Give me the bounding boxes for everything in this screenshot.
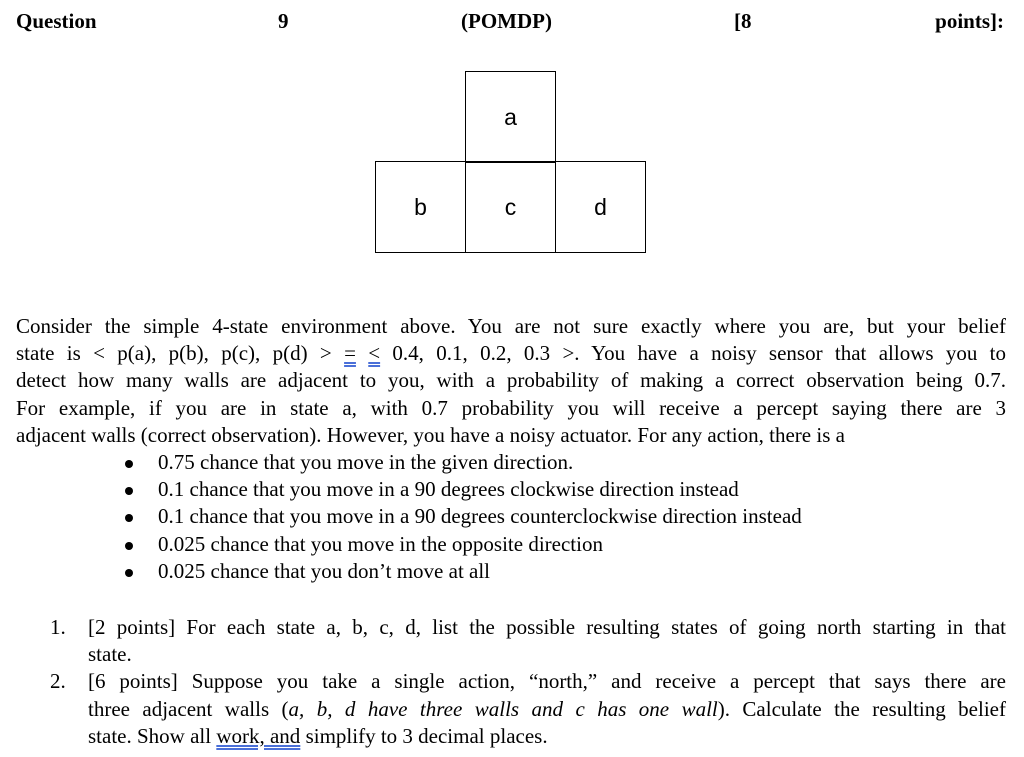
header-points-open: [8 [734, 9, 752, 33]
grid-label-d: d [594, 193, 607, 220]
description-line: For example, if you are in state a, with 0.7 probability you will receive a percept saying there are 3 [16, 395, 1006, 420]
grid-cell-b [375, 161, 466, 253]
grid-label-c: c [504, 193, 517, 220]
question-item-1 [50, 614, 1006, 668]
grid-label-a: a [504, 103, 517, 130]
actuator-probability-list [122, 449, 802, 585]
question-line: [6 points] Suppose you take a single action, “north,” and receive a percept that says there are [88, 669, 1006, 694]
header-topic: (POMDP) [461, 9, 552, 33]
grid-label-b: b [414, 193, 427, 220]
description-line: detect how many walls are adjacent to you, with a probability of making a correct observation being 0.7. [16, 368, 1006, 393]
list-item: 0.025 chance that you move in the opposite direction [122, 531, 802, 558]
list-item: 0.75 chance that you move in the given direction. [122, 449, 802, 476]
belief-state-text: state is < p(a), p(b), p(c), p(d) > [16, 341, 345, 366]
question-text: state. Show all [88, 723, 217, 748]
list-item: 0.1 chance that you move in a 90 degrees counterclockwise direction instead [122, 503, 802, 530]
belief-values-text: 0.4, 0.1, 0.2, 0.3 >. You have a noisy sensor that allows you to [380, 341, 1007, 366]
question-line [88, 696, 1006, 723]
header-points-close: points]: [935, 9, 1004, 33]
description-line: adjacent walls (correct observation). However, you have a noisy actuator. For any action, there is a [16, 422, 845, 447]
equals-sign: = [344, 341, 356, 366]
question-item-2 [50, 668, 1006, 750]
grid-cell-a [465, 71, 556, 163]
question-text: simplify to 3 decimal places. [300, 723, 548, 748]
header-question-word: Question [16, 9, 97, 33]
underlined-text: work, and [216, 723, 301, 748]
question-text: three adjacent walls ( [88, 696, 289, 721]
list-item: 0.025 chance that you don’t move at all [122, 558, 802, 585]
spacer [356, 341, 368, 365]
list-item: 0.1 chance that you move in a 90 degrees clockwise direction instead [122, 476, 802, 503]
question-number: 2. [50, 669, 66, 694]
grid-cell-d [555, 161, 646, 253]
problem-description [16, 313, 1006, 449]
wall-description: a, b, d have three walls and c has one wall [288, 696, 718, 721]
grid-cell-c [465, 161, 556, 253]
question-line: state. [88, 642, 132, 667]
question-header [16, 9, 1006, 39]
question-line: [2 points] For each state a, b, c, d, list the possible resulting states of going north starting in that [88, 615, 1006, 639]
question-text: ). Calculate the resulting belief [717, 696, 1006, 721]
question-number: 1. [50, 615, 66, 639]
question-line [88, 723, 1006, 750]
less-than-sign: < [368, 341, 381, 366]
header-question-number: 9 [278, 9, 289, 33]
description-line: Consider the simple 4-state environment above. You are not sure exactly where you are, but your belief [16, 314, 1006, 338]
description-line [16, 340, 1006, 367]
question-list [50, 614, 1006, 750]
